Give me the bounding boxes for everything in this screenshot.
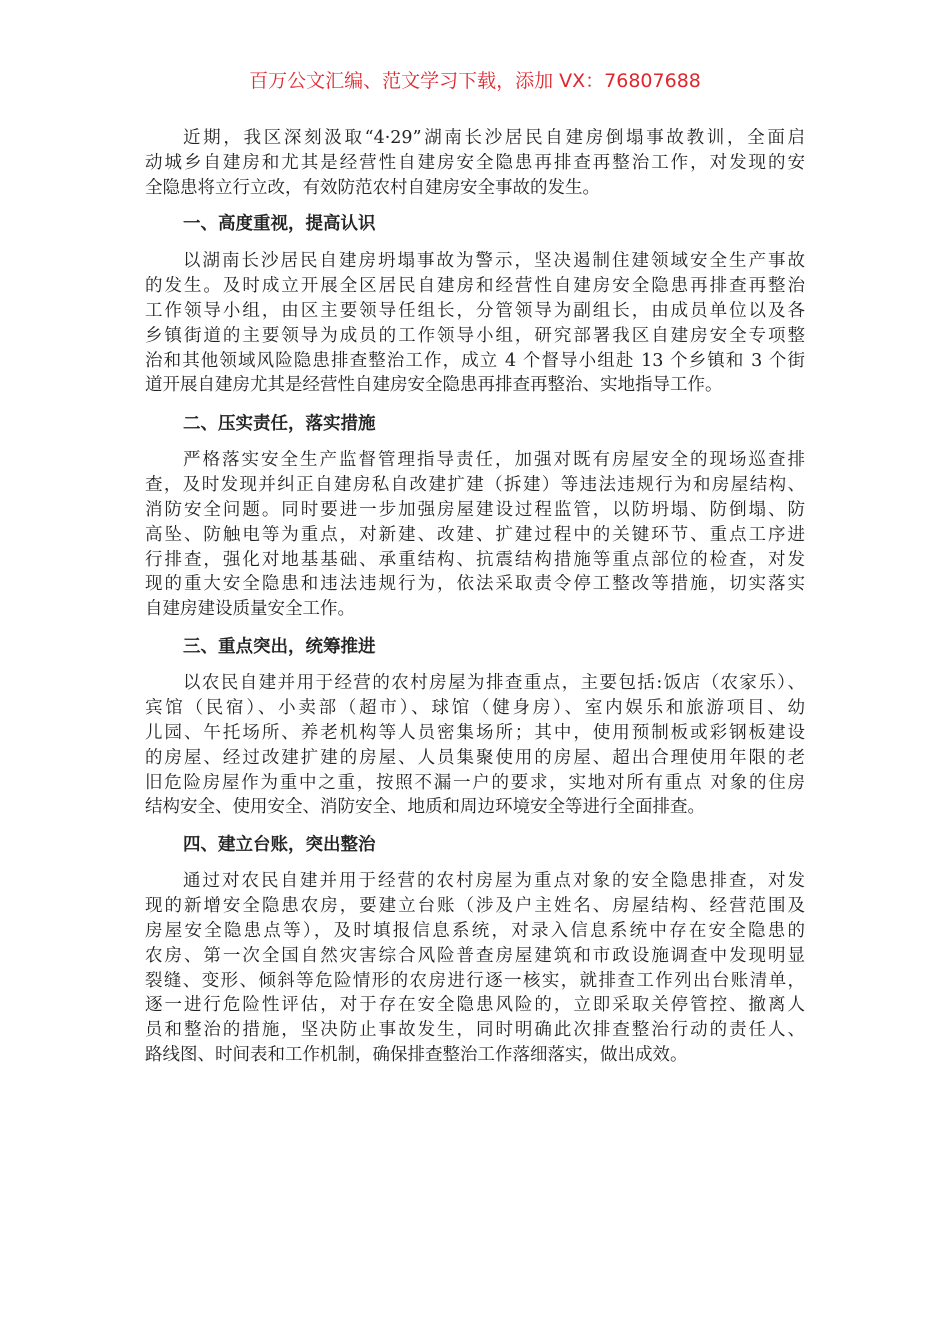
section-heading: 二、压实责任，落实措施 [183,414,376,434]
paragraph-line: 的房屋、经过改建扩建的房屋、人员集聚使用的房屋、超出合理使用年限的老 [145,747,805,768]
paragraph-line: 以湖南长沙居民自建房坍塌事故为警示，坚决遏制住建领域安全生产事故 [183,251,805,271]
paragraph-line: 房屋安全隐患点等），及时填报信息系统，对录入信息系统中存在安全隐患的 [145,920,805,941]
paragraph-line: 全隐患将立行立改，有效防范农村自建房安全事故的发生。 [145,177,600,198]
paragraph-line: 工作领导小组，由区主要领导任组长，分管领导为副组长，由成员单位以及各 [145,300,805,321]
paragraph [145,869,805,1068]
paragraph [145,249,805,398]
paragraph-line: 严格落实安全生产监督管理指导责任，加强对既有房屋安全的现场巡查排 [183,450,805,470]
paragraph-line: 现的新增安全隐患农房，要建立台账（涉及户主姓名、房屋结构、经营范围及 [145,895,805,916]
paragraph-line: 近期，我区深刻汲取“4·29”湖南长沙居民自建房倒塌事故教训，全面启 [183,128,805,148]
paragraph-line: 自建房建设质量安全工作。 [145,599,355,620]
paragraph-line: 乡镇街道的主要领导为成员的工作领导小组，研究部署我区自建房安全专项整 [145,325,805,346]
paragraph-line: 旧危险房屋作为重中之重，按照不漏一户的要求，实地对所有重点 对象的住房 [145,772,805,793]
paragraph-line: 现的重大安全隐患和违法违规行为，依法采取责令停工整改等措施，切实落实 [145,574,805,595]
paragraph-line: 逐一进行危险性评估，对于存在安全隐患风险的，立即采取关停管控、撤离人 [145,995,805,1016]
paragraph-line: 结构安全、使用安全、消防安全、地质和周边环境安全等进行全面排查。 [145,797,705,818]
paragraph-line: 高坠、防触电等为重点，对新建、改建、扩建过程中的关键环节、重点工序进 [145,524,805,545]
paragraph-line: 以农民自建并用于经营的农村房屋为排查重点，主要包括:饭店（农家乐）、 [183,673,805,693]
paragraph-line: 查，及时发现并纠正自建房私自改建扩建（拆建）等违法违规行为和房屋结构、 [145,474,805,495]
paragraph-line: 儿园、午托场所、养老机构等人员密集场所；其中，使用预制板或彩钢板建设 [145,722,805,743]
paragraph-line: 宾馆（民宿）、小卖部（超市）、球馆（健身房）、室内娱乐和旅游项目、幼 [145,697,805,718]
paragraph-line: 治和其他领域风险隐患排查整治工作，成立 4 个督导小组赴 13 个乡镇和 3 个街 [145,350,805,371]
paragraph-line: 的发生。及时成立开展全区居民自建房和经营性自建房安全隐患再排查再整治 [145,275,805,296]
paragraph-line: 道开展自建房尤其是经营性自建房安全隐患再排查再整治、实地指导工作。 [145,375,723,396]
header-banner: 百万公文汇编、范文学习下载，添加 VX：76807688 [249,70,701,92]
paragraph [145,671,805,820]
paragraph-line: 行排查，强化对地基基础、承重结构、抗震结构措施等重点部位的检查，对发 [145,549,805,570]
paragraph-line: 动城乡自建房和尤其是经营性自建房安全隐患再排查再整治工作，对发现的安 [145,152,805,173]
paragraph-line: 裂缝、变形、倾斜等危险情形的农房进行逐一核实，就排查工作列出台账清单， [145,970,805,991]
paragraph [145,126,805,201]
section-heading: 四、建立台账，突出整治 [183,835,376,855]
paragraph [145,448,805,622]
paragraph-line: 通过对农民自建并用于经营的农村房屋为重点对象的安全隐患排查，对发 [183,871,805,891]
paragraph-line: 路线图、时间表和工作机制，确保排查整治工作落细落实，做出成效。 [145,1045,688,1066]
section-heading: 三、重点突出，统筹推进 [183,637,376,657]
paragraph-line: 员和整治的措施，坚决防止事故发生，同时明确此次排查整治行动的责任人、 [145,1020,805,1041]
paragraph-line: 农房、第一次全国自然灾害综合风险普查房屋建筑和市政设施调查中发现明显 [145,945,805,966]
paragraph-line: 消防安全问题。同时要进一步加强房屋建设过程监管，以防坍塌、防倒塌、防 [145,499,805,520]
section-heading: 一、高度重视，提高认识 [183,214,376,234]
